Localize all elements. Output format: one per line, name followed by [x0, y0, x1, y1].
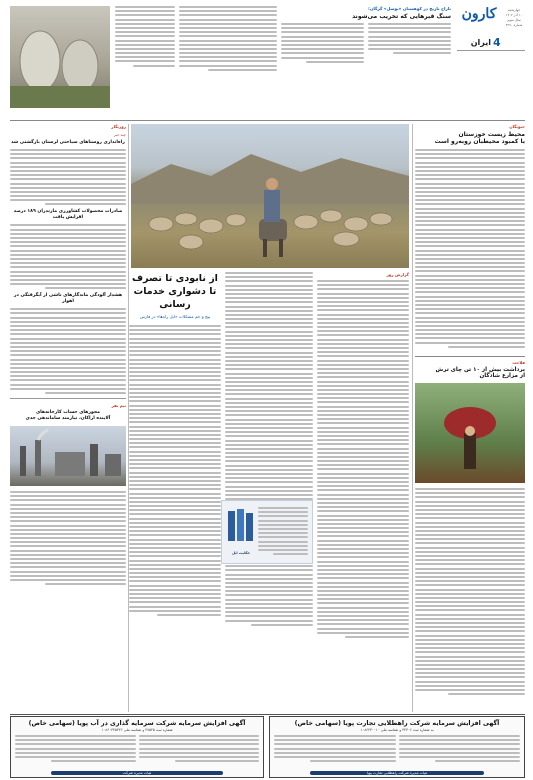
env-body [415, 149, 525, 348]
env-title-line2: با کمبود محیطبان روبه‌رو است [434, 138, 525, 145]
feature-body-col [225, 272, 313, 628]
factory-photo [10, 426, 126, 486]
tea-tag: فلاحت [512, 360, 525, 365]
lead-continued [179, 6, 277, 73]
ad-left [10, 716, 264, 778]
sidebar-icon [226, 507, 256, 555]
left-item4-tag: نیم نفر [111, 403, 126, 408]
tea-photo [415, 383, 525, 483]
left-column [10, 124, 126, 714]
date-block [503, 8, 525, 28]
feature-caption: گزارش روز [386, 272, 409, 277]
ad-left-footer: هیات مدیره شرکت [51, 771, 223, 775]
divider [10, 714, 525, 715]
env-title-line1: محیط زیست خوزستان [458, 131, 525, 138]
sidebar-label: حکایت ایل [231, 551, 251, 555]
date-line: سال سوم [507, 18, 521, 22]
left-subtag: چند خبر [113, 132, 126, 137]
ad-left-title: آگهی افزایش سرمایه شرکت سرمایه گذاری در آب پویا (سهامی خاص) [28, 720, 246, 727]
lead-title: سنگ قبرهایی که تخریب می‌شوند [352, 13, 451, 20]
lead-story [281, 6, 451, 106]
lead-body-col [368, 23, 451, 65]
masthead [457, 6, 525, 118]
feature-title-block [129, 272, 221, 618]
left-item2-title: صادرات محصولات کشاورزی مازندران ۱۸۹ درصد افزایش یافت [13, 209, 123, 221]
lead-body-col [281, 23, 364, 65]
tea-title-line1: برداشت بیش از ۱۰ تن چای ترش [435, 367, 525, 373]
left-item3-title: هشدار آلودگی ماندگارهای ناشی از آبگرفتگی در اهواز [13, 293, 123, 305]
feature-title-line2: تا دشواری خدمات رسانی [133, 286, 217, 310]
ad-right-reg: به شماره ثبت ۴۴۳۰۶ و شناسه ملی ۱۰۸۶۲۳۰۰۱۰ [360, 728, 434, 732]
feature-sidebar [221, 500, 313, 564]
feature-photo [131, 124, 409, 268]
ad-right [269, 716, 525, 778]
divider [10, 120, 525, 121]
feature-subtitle: پیچ و خم مشکلات «ایل راه‌ها» در فارس [139, 314, 211, 319]
divider [10, 398, 126, 399]
ad-right-title: آگهی افزایش سرمایه شرکت راهطلایی تجارت پویا (سهامی خاص) [294, 720, 500, 727]
divider [415, 356, 525, 357]
logo: کارون [461, 6, 497, 22]
date-line: چهارشنبه [507, 8, 521, 12]
left-item1-title: راه‌اندازی روستاهای سیاحتی لرستان بازگشتی شد [11, 140, 125, 145]
env-tag: جنوبگان [509, 124, 525, 129]
lead-kicker: تاراج تاریخ در کوهستان «نوسل» گرگان؛ [368, 6, 451, 11]
gravestones-photo [10, 6, 110, 108]
ad-right-footer: هیات مدیره شرکت راهطلایی تجارت پویا [310, 771, 484, 775]
left-tag: روزنگار [111, 124, 126, 129]
page-number: 4 [493, 36, 501, 49]
lead-continued [115, 6, 175, 69]
section-name: ایران [470, 38, 491, 47]
divider [412, 124, 413, 712]
feature-caption-block [317, 272, 409, 640]
tea-story [415, 360, 525, 710]
left-item4-title-line2: آلاینده اراکان، نیازمند ساماندهی جدی [25, 416, 111, 421]
date-line: شماره ۳۶۹۰ [505, 23, 523, 27]
feature-title-line1: از نابودی تا تصرف [132, 273, 218, 284]
divider [128, 124, 129, 712]
left-item4-title-line1: مجوزهای حساب کارخانه‌های [35, 410, 101, 415]
ad-left-reg: شماره ثبت ۲۷۵۲۵ و شناسه ملی ۱۰۸۶۰۳۴۵۳۲۶ [101, 728, 173, 732]
divider [457, 50, 525, 51]
date-line: ۱۰ آذر ۱۴۰۲ [505, 13, 523, 17]
env-story [415, 124, 525, 354]
tea-title-line2: از مزارع شادگان [479, 373, 525, 379]
tea-body [415, 488, 525, 695]
